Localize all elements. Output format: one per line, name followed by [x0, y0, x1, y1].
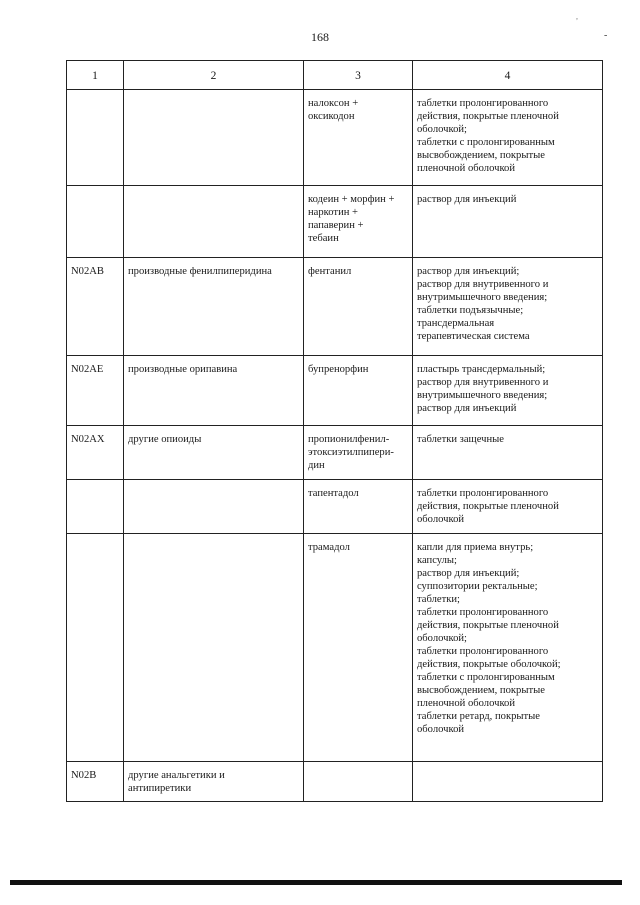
atc-code-cell: [67, 186, 124, 258]
dosage-forms-cell: таблетки пролонгированного действия, покрытые пленочной оболочкой; таблетки с пролонгированным высвобождением, покрытые пленочной оболочкой: [413, 90, 603, 186]
atc-code-cell: N02B: [67, 762, 124, 802]
drug-name-cell: фентанил: [304, 258, 413, 356]
atc-code-cell: [67, 480, 124, 534]
dosage-forms-cell: [413, 762, 603, 802]
bottom-rule: [10, 880, 622, 885]
drug-name-cell: бупренорфин: [304, 356, 413, 426]
group-cell: другие анальгетики и антипиретики: [124, 762, 304, 802]
page-number: 168: [311, 30, 329, 44]
atc-code-cell: N02AX: [67, 426, 124, 480]
drug-name-cell: тапентадол: [304, 480, 413, 534]
column-header-4: 4: [413, 61, 603, 90]
atc-code-cell: [67, 90, 124, 186]
drug-name-cell: пропионилфенил- этоксиэтилпипери- дин: [304, 426, 413, 480]
group-cell: [124, 186, 304, 258]
group-cell: [124, 534, 304, 762]
drug-table: [66, 60, 603, 802]
drug-name-cell: [304, 762, 413, 802]
drug-name-cell: кодеин + морфин + наркотин + папаверин + тебаин: [304, 186, 413, 258]
column-header-2: 2: [124, 61, 304, 90]
column-header-1: 1: [67, 61, 124, 90]
drug-name-cell: налоксон + оксикодон: [304, 90, 413, 186]
atc-code-cell: N02AE: [67, 356, 124, 426]
table-row: [67, 186, 603, 258]
atc-code-cell: [67, 534, 124, 762]
group-cell: другие опиоиды: [124, 426, 304, 480]
corner-mark: ,: [576, 12, 578, 21]
dosage-forms-cell: пластырь трансдермальный; раствор для внутривенного и внутримышечного введения; раствор для инъекций: [413, 356, 603, 426]
table-row: [67, 258, 603, 356]
group-cell: производные орипавина: [124, 356, 304, 426]
group-cell: [124, 90, 304, 186]
drug-name-cell: трамадол: [304, 534, 413, 762]
dosage-forms-cell: таблетки защечные: [413, 426, 603, 480]
dosage-forms-cell: таблетки пролонгированного действия, покрытые пленочной оболочкой: [413, 480, 603, 534]
table-row: [67, 762, 603, 802]
group-cell: производные фенилпиперидина: [124, 258, 304, 356]
table-row: [67, 90, 603, 186]
dosage-forms-cell: раствор для инъекций; раствор для внутривенного и внутримышечного введения; таблетки подъязычные; трансдермальная терапевтическая система: [413, 258, 603, 356]
table-row: [67, 480, 603, 534]
column-header-3: 3: [304, 61, 413, 90]
table-row: [67, 426, 603, 480]
dosage-forms-cell: капли для приема внутрь; капсулы; раствор для инъекций; суппозитории ректальные; таблетки; таблетки пролонгированного действия, покрытые пленочной оболочкой; таблетки пролонгированного действия, покрытые оболочкой; таблетки с пролонгированным высвобождением, покрытые пленочной оболочкой таблетки ретард, покрытые оболочкой: [413, 534, 603, 762]
atc-code-cell: N02AB: [67, 258, 124, 356]
table-row: [67, 534, 603, 762]
dosage-forms-cell: раствор для инъекций: [413, 186, 603, 258]
table-row: [67, 356, 603, 426]
corner-mark: -: [604, 30, 608, 41]
group-cell: [124, 480, 304, 534]
table-header-row: [67, 61, 603, 90]
